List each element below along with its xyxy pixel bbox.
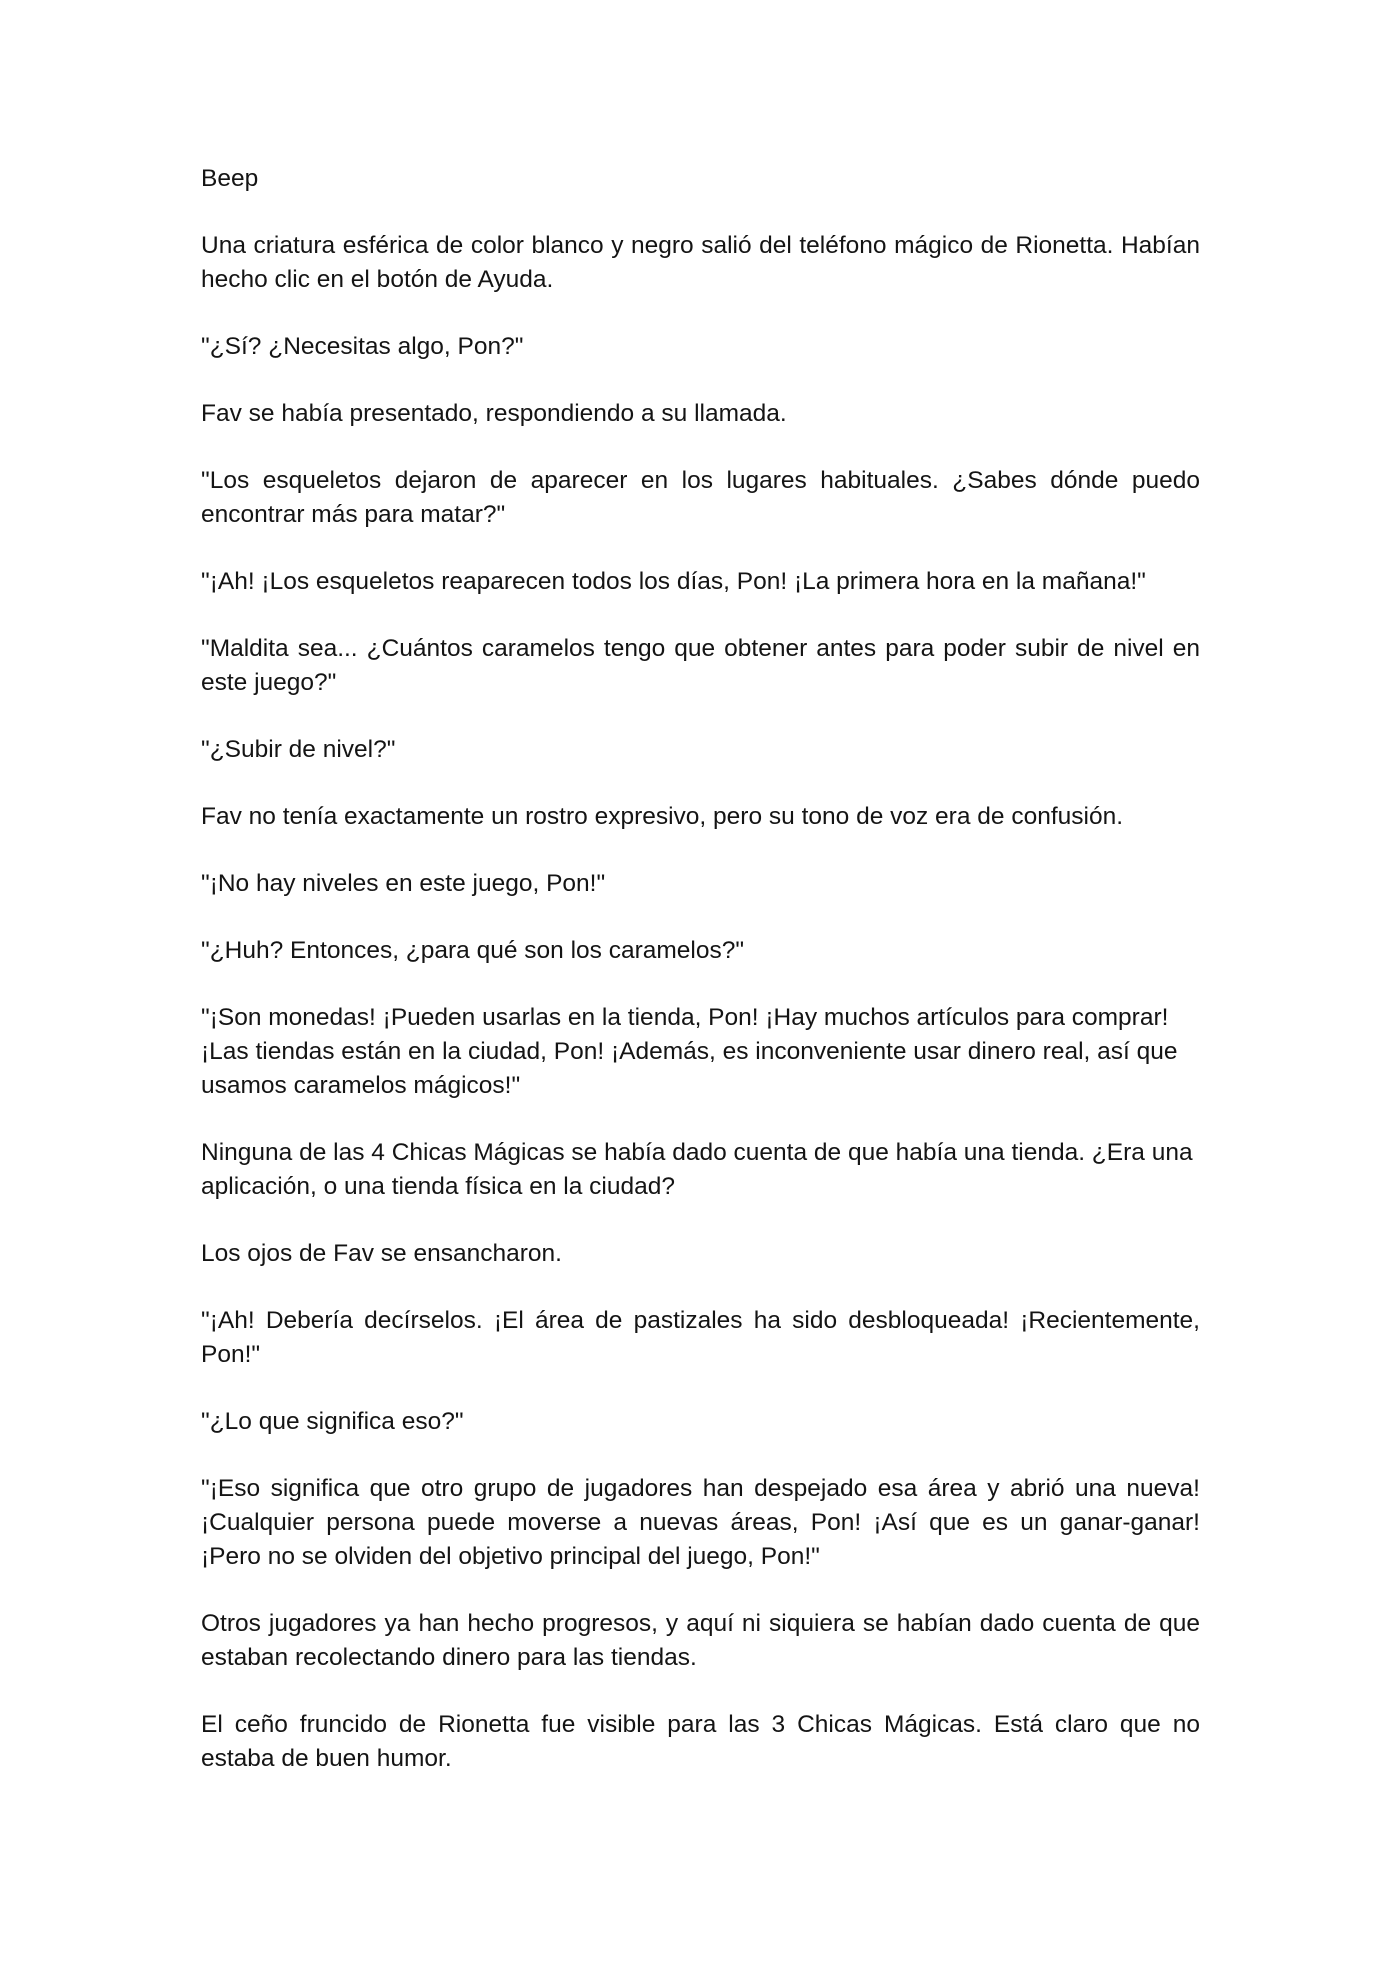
paragraph: Fav se había presentado, respondiendo a su llamada. [201,400,787,427]
document-page [201,162,1200,1809]
paragraph-dialogue: "¡Son monedas! ¡Pueden usarlas en la tienda, Pon! ¡Hay muchos artículos para comprar! ¡Las tiendas están en la ciudad, Pon! ¡Además, es inconveniente usar dinero real, así que usamos caramelos mágicos!" [201,1004,1178,1099]
paragraph: El ceño fruncido de Rionetta fue visible para las 3 Chicas Mágicas. Está claro que no estaba de buen humor. [201,1711,1200,1772]
paragraph-dialogue: "¡Ah! Debería decírselos. ¡El área de pastizales ha sido desbloqueada! ¡Recientemente, Pon!" [201,1307,1200,1368]
paragraph-dialogue: "¡No hay niveles en este juego, Pon!" [201,870,606,897]
paragraph-dialogue: "Maldita sea... ¿Cuántos caramelos tengo que obtener antes para poder subir de nivel en este juego?" [201,635,1200,696]
paragraph: Una criatura esférica de color blanco y negro salió del teléfono mágico de Rionetta. Habían hecho clic en el botón de Ayuda. [201,232,1200,293]
paragraph-dialogue: "¡Eso significa que otro grupo de jugadores han despejado esa área y abrió una nueva! ¡Cualquier persona puede moverse a nuevas áreas, Pon! ¡Así que es un ganar-ganar! ¡Pero no se olviden del objetivo principal del juego, Pon!" [201,1475,1200,1570]
paragraph-sound-effect: Beep [201,165,259,192]
paragraph-dialogue: "¿Subir de nivel?" [201,736,396,763]
paragraph: Ninguna de las 4 Chicas Mágicas se había dado cuenta de que había una tienda. ¿Era una aplicación, o una tienda física en la ciudad? [201,1139,1193,1200]
paragraph: Fav no tenía exactamente un rostro expresivo, pero su tono de voz era de confusión. [201,803,1124,830]
paragraph: Otros jugadores ya han hecho progresos, y aquí ni siquiera se habían dado cuenta de que estaban recolectando dinero para las tiendas. [201,1610,1200,1671]
paragraph-dialogue: "Los esqueletos dejaron de aparecer en los lugares habituales. ¿Sabes dónde puedo encontrar más para matar?" [201,467,1200,528]
paragraph-dialogue: "¿Sí? ¿Necesitas algo, Pon?" [201,333,524,360]
paragraph-dialogue: "¡Ah! ¡Los esqueletos reaparecen todos los días, Pon! ¡La primera hora en la mañana!" [201,568,1146,595]
paragraph-dialogue: "¿Lo que significa eso?" [201,1408,464,1435]
paragraph-dialogue: "¿Huh? Entonces, ¿para qué son los caramelos?" [201,937,745,964]
paragraph: Los ojos de Fav se ensancharon. [201,1240,562,1267]
